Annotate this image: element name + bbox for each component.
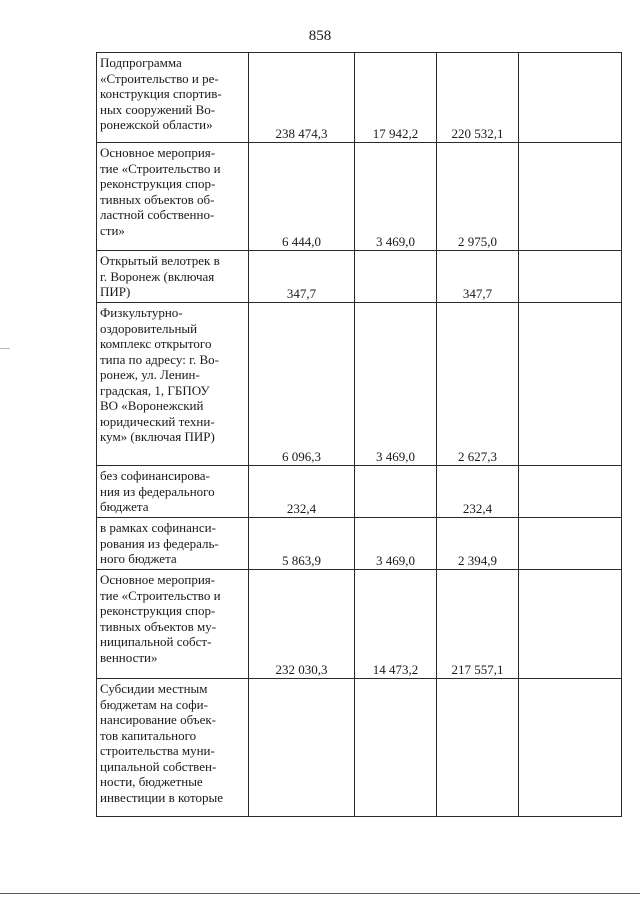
- cell-regional: 2 627,3: [437, 303, 519, 466]
- table-row: [97, 303, 622, 466]
- cell-extra: [519, 251, 622, 303]
- row-label: Физкультурно- оздоровительный комплекс открытого типа по адресу: г. Во- ронеж, ул. Ленин- градская, 1, ГБПОУ ВО «Воронежский юридический техни- кум» (включая ПИР): [97, 303, 249, 466]
- cell-federal: [355, 466, 437, 518]
- cell-regional: 220 532,1: [437, 53, 519, 143]
- cell-federal: 17 942,2: [355, 53, 437, 143]
- cell-total: 6 444,0: [249, 143, 355, 251]
- cell-federal: 3 469,0: [355, 518, 437, 570]
- cell-total: 347,7: [249, 251, 355, 303]
- row-label: Открытый велотрек в г. Воронеж (включая ПИР): [97, 251, 249, 303]
- row-label: Субсидии местным бюджетам на софи- нансирование объек- тов капитального строительства муни- ципальной собствен- ности, бюджетные инвестиции в которые: [97, 679, 249, 817]
- cell-extra: [519, 53, 622, 143]
- cell-federal: 14 473,2: [355, 570, 437, 679]
- cell-federal: [355, 251, 437, 303]
- row-label: без софинансирова- ния из федерального бюджета: [97, 466, 249, 518]
- table-row: [97, 679, 622, 817]
- cell-extra: [519, 679, 622, 817]
- row-label: Основное мероприя- тие «Строительство и реконструкция спор- тивных объектов му- ниципальной собст- венности»: [97, 570, 249, 679]
- cell-regional: [437, 679, 519, 817]
- row-label: в рамках софинанси- рования из федераль- ного бюджета: [97, 518, 249, 570]
- table-row: [97, 570, 622, 679]
- cell-total: 5 863,9: [249, 518, 355, 570]
- cell-federal: 3 469,0: [355, 303, 437, 466]
- page-bottom-rule: [0, 893, 640, 894]
- page-number: 858: [308, 28, 332, 44]
- table-row: [97, 53, 622, 143]
- budget-table: [96, 52, 622, 817]
- cell-regional: 2 975,0: [437, 143, 519, 251]
- cell-federal: 3 469,0: [355, 143, 437, 251]
- cell-total: 238 474,3: [249, 53, 355, 143]
- table-row: [97, 466, 622, 518]
- row-label: Основное мероприя- тие «Строительство и реконструкция спор- тивных объектов об- ластной собственно- сти»: [97, 143, 249, 251]
- cell-regional: 2 394,9: [437, 518, 519, 570]
- cell-extra: [519, 303, 622, 466]
- cell-extra: [519, 143, 622, 251]
- cell-extra: [519, 466, 622, 518]
- cell-extra: [519, 570, 622, 679]
- cell-total: 232 030,3: [249, 570, 355, 679]
- cell-regional: 232,4: [437, 466, 519, 518]
- cell-total: 232,4: [249, 466, 355, 518]
- cell-total: 6 096,3: [249, 303, 355, 466]
- cell-regional: 347,7: [437, 251, 519, 303]
- table-row: [97, 143, 622, 251]
- table-row: [97, 518, 622, 570]
- margin-mark: [0, 348, 10, 349]
- row-label: Подпрограмма «Строительство и ре- конструкция спортив- ных сооружений Во- ронежской области»: [97, 53, 249, 143]
- cell-federal: [355, 679, 437, 817]
- cell-total: [249, 679, 355, 817]
- table-row: [97, 251, 622, 303]
- cell-extra: [519, 518, 622, 570]
- cell-regional: 217 557,1: [437, 570, 519, 679]
